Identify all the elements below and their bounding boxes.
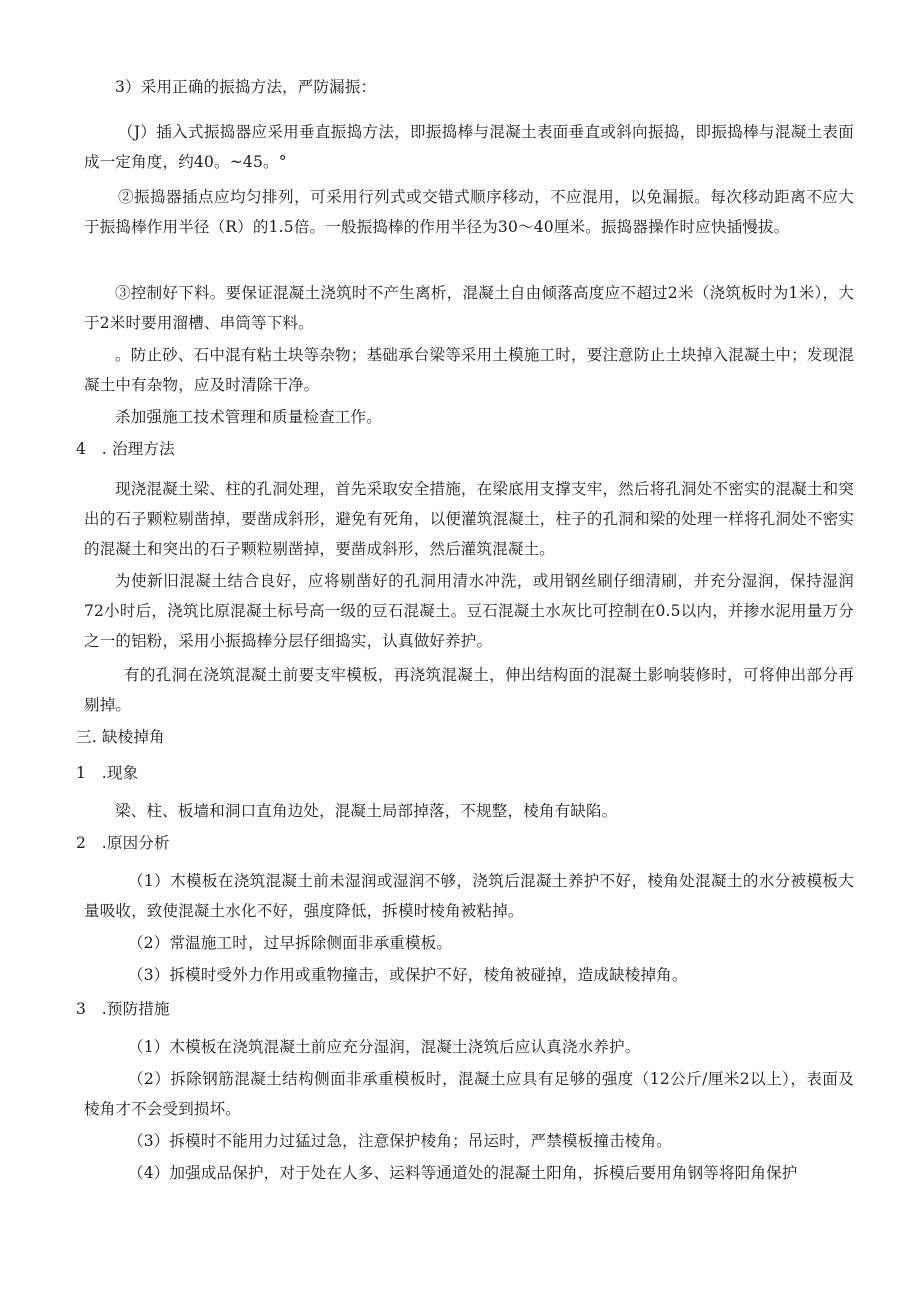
paragraph-quality-management: 杀加强施工技术管理和质量检查工作。 bbox=[115, 408, 382, 426]
paragraph-vibration-method: 3）采用正确的振捣方法，严防漏振： bbox=[115, 78, 377, 96]
heading-prevention: 3 .预防措施 bbox=[76, 1000, 170, 1018]
heading-phenomenon: 1 .现象 bbox=[76, 764, 139, 782]
paragraph-phenomenon: 梁、柱、板墙和洞口直角边处，混凝土局部掉落，不规整，棱角有缺陷。 bbox=[115, 802, 618, 820]
paragraph-cause-2: （2）常温施工时，过早拆除侧面非承重模板。 bbox=[128, 934, 453, 952]
heading-missing-edges: 三. 缺棱掉角 bbox=[76, 728, 165, 746]
heading-treatment-method: 4 . 治理方法 bbox=[76, 440, 175, 458]
heading-cause-analysis: 2 .原因分析 bbox=[76, 834, 170, 852]
paragraph-prevention-3: （3）拆模时不能用力过猛过急，注意保护棱角；吊运时，严禁模板撞击棱角。 bbox=[128, 1132, 672, 1150]
paragraph-prevention-1: （1）木模板在浇筑混凝土前应充分湿润，混凝土浇筑后应认真浇水养护。 bbox=[128, 1038, 641, 1056]
paragraph-hole-treatment: 现浇混凝土梁、柱的孔洞处理，首先采取安全措施，在梁底用支撑支牢，然后将孔洞处不密实的混凝土和突出的石子颗粒剔凿掉，要凿成斜形，避免有死角，以便灌筑混凝土，柱子的孔洞和梁的处理一样将孔洞处不密实的混凝土和突出的石子颗粒剔凿掉，要凿成斜形，然后灌筑混凝土。 bbox=[84, 480, 854, 558]
paragraph-control-pouring: ③控制好下料。要保证混凝土浇筑时不产生离析，混凝土自由倾落高度应不超过2米（浇筑板时为1米），大于2米时要用溜槽、串筒等下料。 bbox=[84, 284, 854, 332]
paragraph-new-old-bonding: 为使新旧混凝土结合良好，应将剔凿好的孔洞用清水冲洗，或用钢丝刷仔细清刷，并充分湿润，保持湿润72小时后，浇筑比原混凝土标号高一级的豆石混凝土。豆石混凝土水灰比可控制在0.5以内，并掺水泥用量万分之一的铝粉，采用小振捣棒分层仔细捣实，认真做好养护。 bbox=[84, 572, 854, 650]
paragraph-prevention-4: （4）加强成品保护，对于处在人多、运料等通道处的混凝土阳角，拆模后要用角钢等将阳角保护 bbox=[128, 1164, 798, 1182]
paragraph-formwork-support: 有的孔洞在浇筑混凝土前要支牢模板，再浇筑混凝土，伸出结构面的混凝土影响装修时，可将伸出部分再剔掉。 bbox=[84, 666, 854, 714]
paragraph-prevent-debris: 。防止砂、石中混有粘土块等杂物；基础承台梁等采用土模施工时，要注意防止土块掉入混凝土中；发现混凝土中有杂物，应及时清除干净。 bbox=[84, 346, 854, 394]
paragraph-cause-1: （1）木模板在浇筑混凝土前未湿润或湿润不够，浇筑后混凝土养护不好，棱角处混凝土的水分被模板大量吸收，致使混凝土水化不好，强度降低，拆模时棱角被粘掉。 bbox=[84, 872, 854, 920]
paragraph-cause-3: （3）拆模时受外力作用或重物撞击，或保护不好，棱角被碰掉，造成缺棱掉角。 bbox=[128, 966, 688, 984]
paragraph-vertical-vibration: （J）插入式振捣器应采用垂直振捣方法，即振捣棒与混凝土表面垂直或斜向振捣，即振捣棒与混凝土表面成一定角度，约40。~45。° bbox=[84, 123, 854, 171]
paragraph-prevention-2: （2）拆除钢筋混凝土结构侧面非承重模板时，混凝土应具有足够的强度（12公斤/厘米2以上），表面及棱角才不会受到损坏。 bbox=[84, 1070, 854, 1118]
paragraph-insertion-points: ②振捣器插点应均匀排列，可采用行列式或交错式顺序移动，不应混用，以免漏振。每次移动距离不应大于振捣棒作用半径（R）的1.5倍。一般振捣棒的作用半径为30～40厘米。振捣器操作时应快插慢拔。 bbox=[84, 188, 854, 236]
